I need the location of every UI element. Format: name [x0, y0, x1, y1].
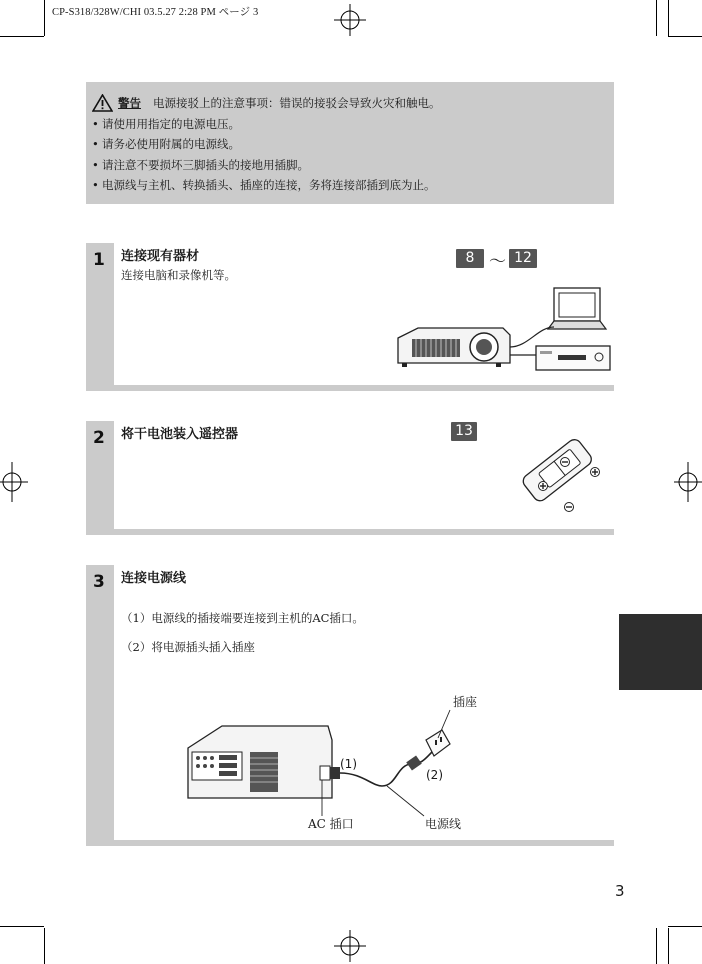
vcr-icon	[536, 346, 610, 370]
warning-triangle-icon	[92, 94, 113, 112]
section-title: 将干电池装入遥控器	[121, 427, 239, 442]
crop-mark	[656, 928, 657, 964]
wall-outlet-icon	[426, 730, 450, 756]
page-ref-separator: ～	[489, 252, 506, 272]
registration-mark-top	[334, 4, 366, 36]
section-number: 3	[93, 572, 105, 592]
warning-item: • 请使用用指定的电源电压。	[92, 116, 240, 131]
warning-box	[86, 82, 614, 204]
warning-item: • 请注意不要损坏三脚插头的接地用插脚。	[92, 157, 309, 172]
warning-heading	[92, 93, 614, 114]
crop-mark	[44, 0, 45, 36]
warning-label: 警告	[118, 96, 141, 110]
crop-mark	[668, 926, 702, 927]
page-ref-badge: 12	[509, 249, 537, 268]
laptop-icon	[548, 288, 606, 329]
crop-mark	[668, 36, 702, 37]
warning-item: • 电源线与主机、转换插头、插座的连接，务将连接部插到底为止。	[92, 178, 436, 192]
registration-mark-left	[0, 462, 28, 502]
projector-icon	[398, 328, 510, 367]
section-title: 连接电源线	[121, 571, 187, 586]
power-connection-diagram	[182, 700, 472, 820]
page-number: 3	[615, 882, 625, 900]
outlet-label: 插座	[453, 695, 478, 709]
warning-title: 电源接驳上的注意事项	[153, 96, 268, 110]
callout-2: (2)	[426, 768, 443, 782]
remote-control-illustration	[508, 432, 608, 520]
callout-1: (1)	[340, 757, 357, 771]
registration-mark-bottom	[334, 930, 366, 962]
ac-inlet-label: AC 插口	[308, 817, 354, 831]
section-text: 连接电脑和录像机等。	[121, 268, 236, 282]
section-bottom-rule	[86, 529, 614, 535]
section-step: （2）将电源插头插入插座	[121, 640, 255, 654]
crop-mark	[44, 928, 45, 964]
registration-mark-right	[674, 462, 702, 502]
page-ref-badge: 13	[451, 422, 477, 441]
section-number: 1	[93, 250, 105, 270]
crop-mark	[0, 36, 44, 37]
section-bottom-rule	[86, 385, 614, 391]
section-bottom-rule	[86, 840, 614, 846]
section-title: 连接现有器材	[121, 249, 200, 264]
language-side-tab	[619, 614, 702, 690]
warning-title-suffix: ：错误的接驳会导致火灾和触电。	[268, 96, 441, 110]
section-step: （1）电源线的插接端要连接到主机的AC插口。	[121, 611, 364, 625]
section-bar	[86, 565, 114, 846]
section-number: 2	[93, 428, 105, 448]
crop-mark	[656, 0, 657, 36]
warning-item: • 请务必使用附属的电源线。	[92, 137, 240, 151]
equipment-illustration	[388, 283, 614, 379]
page-ref-badge: 8	[456, 249, 484, 268]
power-cord-label: 电源线	[425, 817, 462, 831]
crop-mark	[0, 926, 44, 927]
print-header: CP-S318/328W/CHI 03.5.27 2:28 PM ページ 3	[52, 7, 259, 18]
projector-rear-icon	[188, 726, 332, 798]
crop-mark	[668, 928, 669, 964]
crop-mark	[668, 0, 669, 36]
